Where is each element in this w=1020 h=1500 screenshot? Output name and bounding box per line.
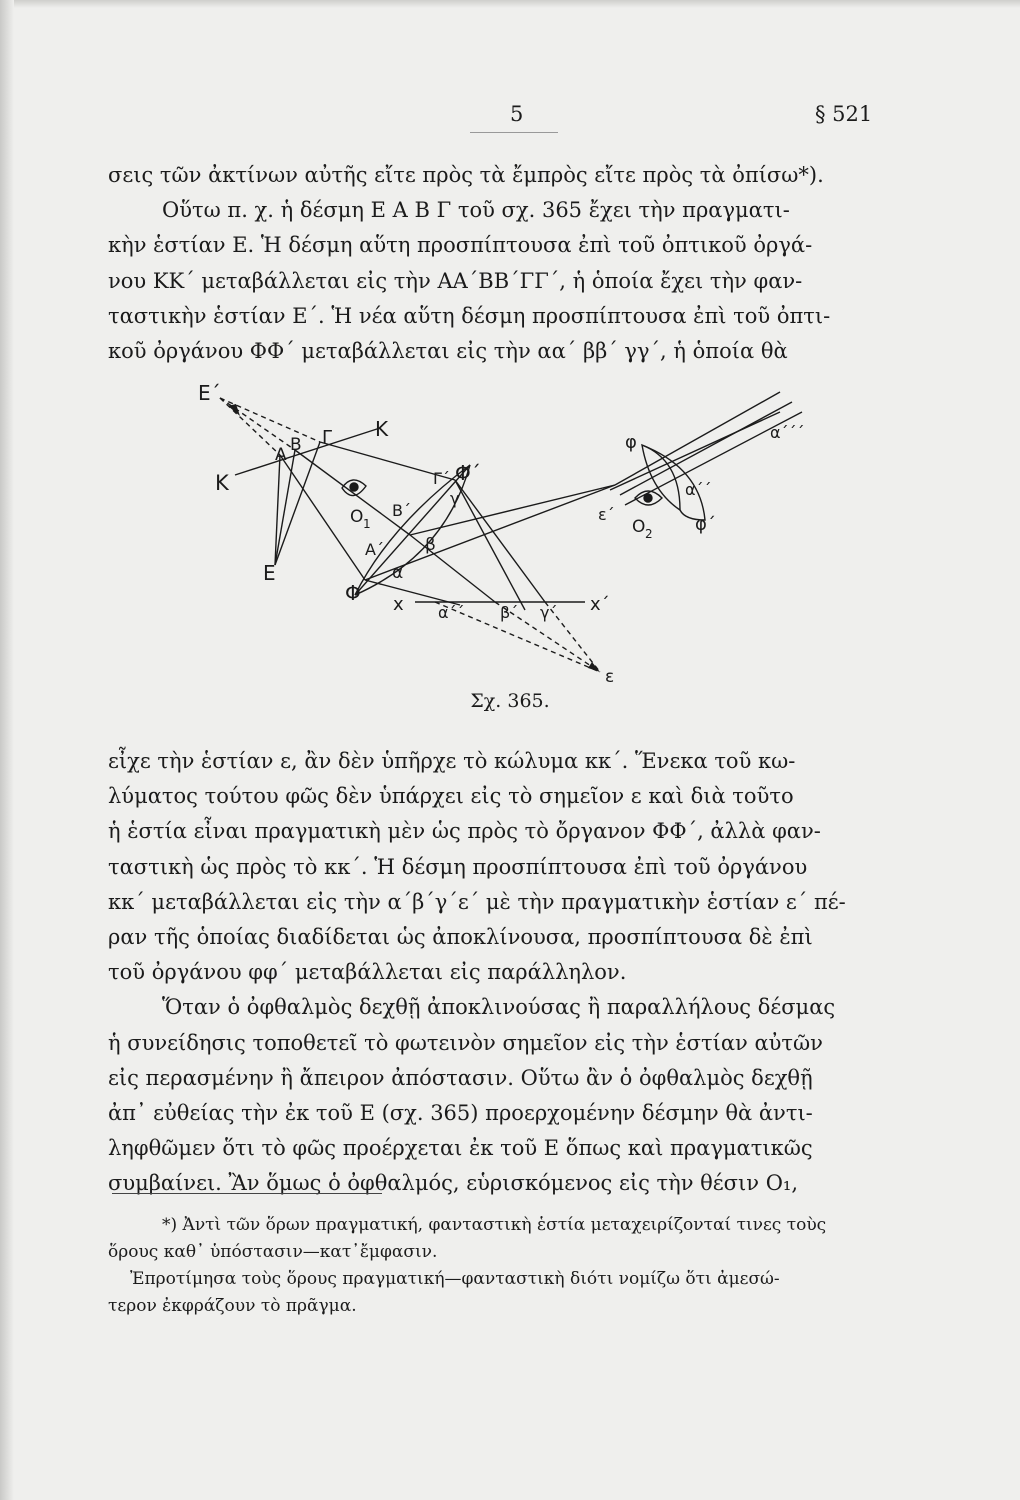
ray-beta xyxy=(410,485,615,535)
text-line: Ὅταν ὁ ὀφθαλμὸς δεχθῇ ἀποκλινούσας ἢ παραλλήλους δέσμας xyxy=(162,995,836,1020)
ray-gamma xyxy=(455,480,525,610)
footnote-line: τερον ἐκφράζουν τὸ πρᾶγμα. xyxy=(108,1296,357,1316)
label-b-prime: B΄ xyxy=(392,501,411,520)
label-alpha-double: α΄΄ xyxy=(685,480,712,499)
label-epsilon-prime: ε΄ xyxy=(598,505,615,524)
text-line: νου ΚΚ΄ μεταβάλλεται εἰς τὴν ΑΑ΄ΒΒ΄ΓΓ΄, ἡ ὁποία ἔχει τὴν φαν- xyxy=(108,268,803,293)
text-line: ταστικὴν ἑστίαν Ε΄. Ἡ νέα αὕτη δέσμη προσπίπτουσα ἐπὶ τοῦ ὀπτι- xyxy=(108,303,831,328)
label-k-left: K xyxy=(215,471,229,495)
label-o2: O xyxy=(632,517,646,537)
text-line: ληφθῶμεν ὅτι τὸ φῶς προέρχεται ἐκ τοῦ Ε ὅπως καὶ πραγματικῶς xyxy=(108,1136,813,1161)
footnote-line: ὅρους καθ᾽ ὑπόστασιν—κατ᾽ἔμφασιν. xyxy=(108,1242,438,1262)
eye-o1-pupil xyxy=(350,483,358,491)
text-line: ἡ συνείδησις τοποθετεῖ τὸ φωτεινὸν σημεῖον εἰς τὴν ἑστίαν αὐτῶν xyxy=(108,1030,823,1055)
label-alpha-axis: α΄΄ xyxy=(438,603,465,622)
text-line: κοῦ ὀργάνου ΦΦ΄ μεταβάλλεται εἰς τὴν αα΄ ββ΄ γγ΄, ἡ ὁποία θὰ xyxy=(108,339,788,364)
text-line: ταστικὴ ὡς πρὸς τὸ κκ΄. Ἡ δέσμη προσπίπτουσα ἐπὶ τοῦ ὀργάνου xyxy=(108,854,808,879)
text-line: τοῦ ὀργάνου φφ΄ μεταβάλλεται εἰς παράλληλον. xyxy=(108,960,627,985)
label-alpha: α xyxy=(392,563,404,583)
label-gamma-axis: γ΄ xyxy=(540,603,558,622)
eye-o2-pupil xyxy=(644,494,652,502)
footnotes xyxy=(108,1212,892,1320)
text-line: κκ΄ μεταβάλλεται εἰς τὴν α΄β΄γ΄ε΄ μὲ τὴν πραγματικὴν ἑστίαν ε΄ πέ- xyxy=(108,889,846,914)
label-epsilon: ε xyxy=(605,667,615,685)
section-number: § 521 xyxy=(815,102,873,126)
footnote-line: Ἐπροτίμησα τοὺς ὅρους πραγματική—φανταστικὴ διότι νομίζω ὅτι ἀμεσώ- xyxy=(130,1269,780,1289)
figure-365 xyxy=(180,380,860,685)
arrowhead-eps xyxy=(588,662,600,672)
label-alpha-triple: α΄΄΄ xyxy=(770,423,805,442)
label-b: B xyxy=(290,435,302,455)
label-gamma: Γ xyxy=(322,427,333,448)
lens-kk-line xyxy=(235,428,380,475)
label-phi-small-bottom: φ΄ xyxy=(695,514,716,535)
lens-phi-axis xyxy=(355,465,470,595)
optics-diagram xyxy=(180,380,860,685)
header-rule xyxy=(470,132,558,133)
label-e: E xyxy=(263,561,276,585)
text-line: κὴν ἑστίαν Ε. Ἡ δέσμη αὕτη προσπίπτουσα ἐπὶ τοῦ ὀπτικοῦ ὀργά- xyxy=(108,233,813,258)
text-line: ἀπ᾽ εὐθείας τὴν ἐκ τοῦ Ε (σχ. 365) προερχομένην δέσμην θὰ ἀντι- xyxy=(108,1101,813,1126)
label-o1-sub: 1 xyxy=(363,517,371,531)
label-a: A xyxy=(275,445,287,465)
label-gamma-prime: Γ΄ xyxy=(433,469,450,488)
label-beta-axis: β΄ xyxy=(500,603,519,622)
label-beta: β xyxy=(425,535,436,555)
ray-alpha-axis xyxy=(365,580,460,605)
label-o2-sub: 2 xyxy=(645,527,653,541)
label-k-right: K xyxy=(375,417,389,441)
text-line: ἡ ἑστία εἶναι πραγματικὴ μὲν ὡς πρὸς τὸ ὄργανον ΦΦ΄, ἀλλὰ φαν- xyxy=(108,819,821,844)
label-phi-small-top: φ xyxy=(625,432,637,453)
text-line: ραν τῆς ὁποίας διαδίδεται ὡς ἀποκλίνουσα, προσπίπτουσα δὲ ἐπὶ xyxy=(108,925,813,950)
label-e-prime: E΄ xyxy=(198,381,221,405)
parallel-ray-1 xyxy=(615,392,780,485)
label-gamma-lower: γ xyxy=(450,489,460,508)
text-line: Οὕτω π. χ. ἡ δέσμη Ε Α Β Γ τοῦ σχ. 365 ἔχει τὴν πραγματι- xyxy=(162,198,790,223)
label-x: x xyxy=(393,594,404,615)
paragraph-2 xyxy=(108,744,892,1202)
label-o1: O xyxy=(350,507,364,527)
page-number: 5 xyxy=(510,102,524,126)
label-phi-top: Φ΄ xyxy=(455,461,481,485)
paragraph-1 xyxy=(108,158,892,369)
footnote-rule xyxy=(112,1193,382,1194)
footnote-line: *) Ἀντὶ τῶν ὅρων πραγματική, φανταστικὴ ἑστία μεταχειρίζονταί τινες τοὺς xyxy=(162,1215,827,1235)
text-line: εἰς περασμένην ἢ ἄπειρον ἀπόστασιν. Οὕτω ἂν ὁ ὀφθαλμὸς δεχθῇ xyxy=(108,1065,813,1090)
ray-to-axis-2 xyxy=(410,535,495,602)
text-line: εἶχε τὴν ἑστίαν ε, ἂν δὲν ὑπῆρχε τὸ κώλυμα κκ΄. Ἕνεκα τοῦ κω- xyxy=(108,749,796,773)
label-x-prime: x΄ xyxy=(590,594,610,615)
page-top-edge xyxy=(0,0,1020,8)
page-gutter-shadow xyxy=(0,0,14,1500)
figure-caption: Σχ. 365. xyxy=(470,690,550,712)
text-line: σεις τῶν ἀκτίνων αὐτῆς εἴτε πρὸς τὰ ἔμπρὸς εἴτε πρὸς τὰ ὀπίσω*). xyxy=(108,163,824,187)
text-line: συμβαίνει. Ἂν ὅμως ὁ ὀφθαλμός, εὑρισκόμενος εἰς τὴν θέσιν Ο₁, xyxy=(108,1171,799,1196)
label-phi-bottom: Φ xyxy=(345,581,361,605)
running-header xyxy=(0,102,1020,142)
label-a-prime: A΄ xyxy=(365,540,384,559)
text-line: λύματος τούτου φῶς δὲν ὑπάρχει εἰς τὸ σημεῖον ε καὶ διὰ τοῦτο xyxy=(108,784,794,809)
